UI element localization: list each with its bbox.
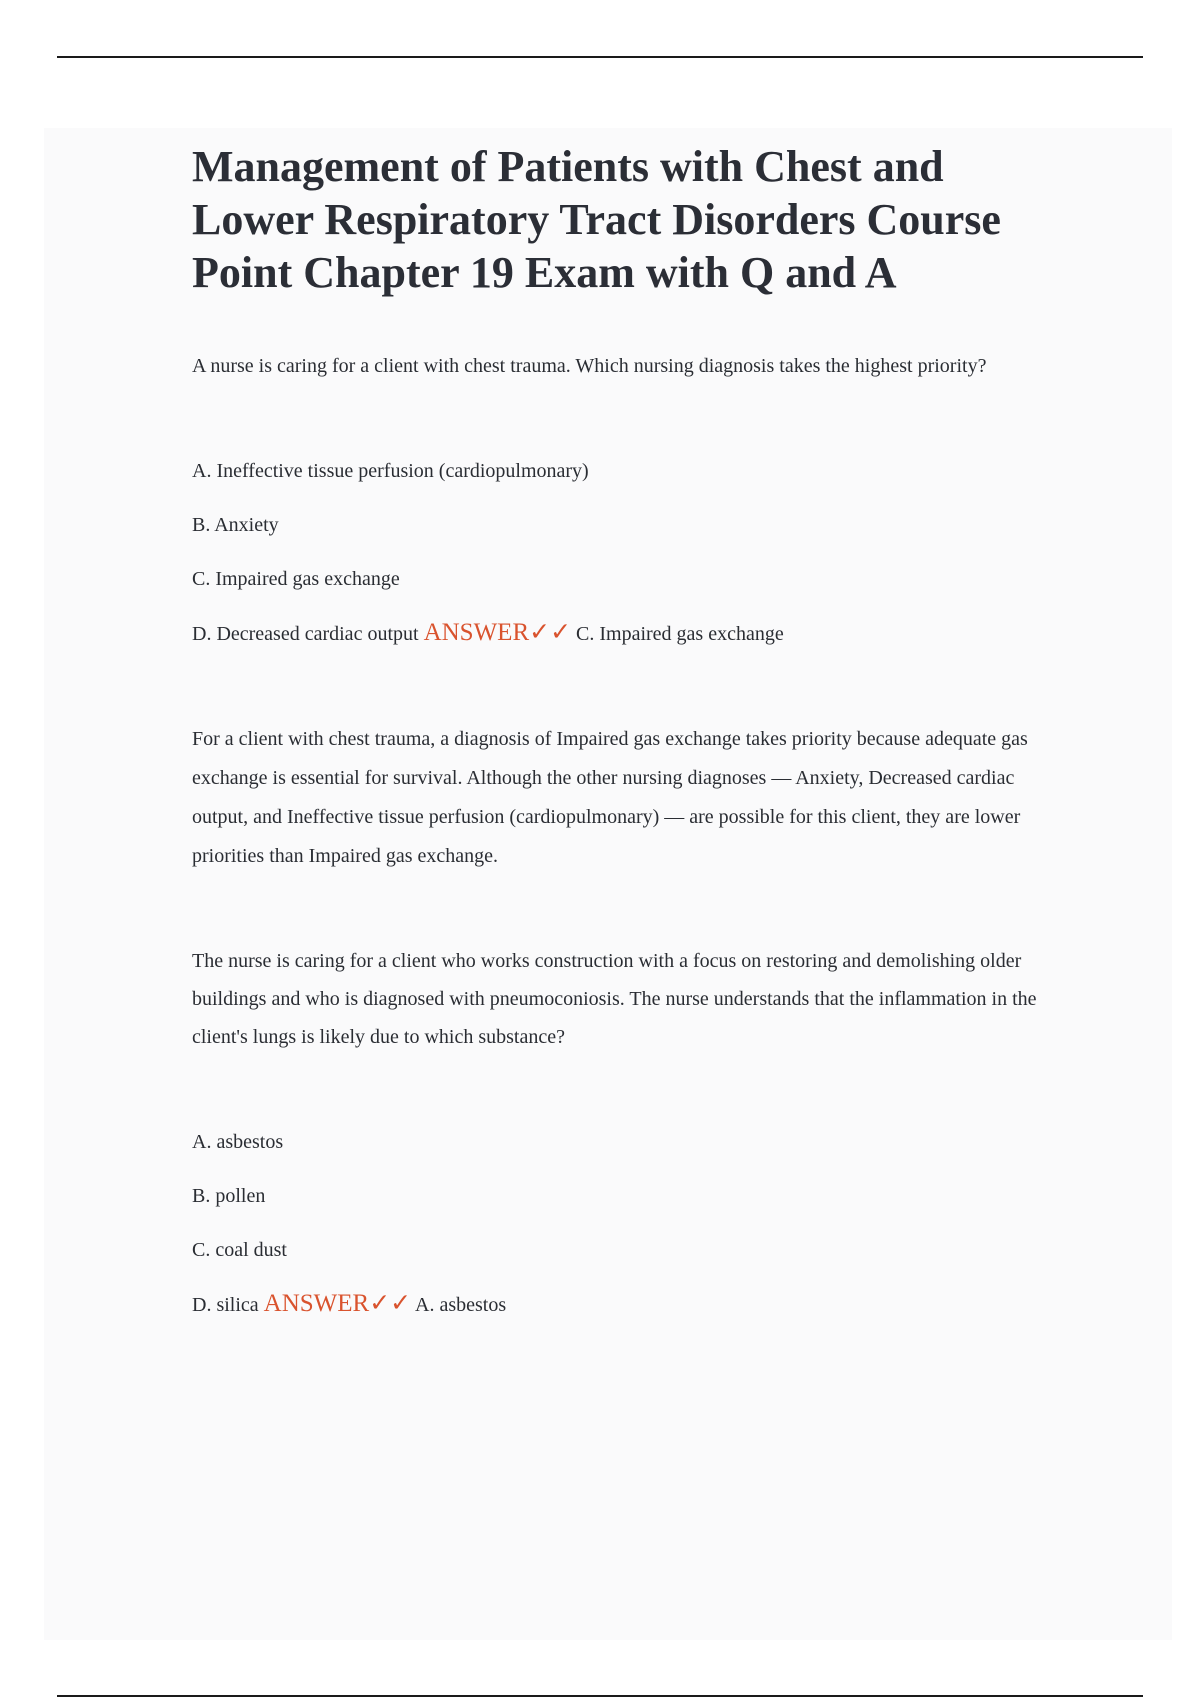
question-2-answer: A. asbestos <box>415 1294 507 1316</box>
question-1-explanation: For a client with chest trauma, a diagnosis of Impaired gas exchange takes priority because adequate gas exchange is essential for survival. Although the other nursing diagnoses — Anxiety, Decreased cardiac output, and Ineffective tissue perfusion (cardiopulmonary) — are possible for this client, they are lower priorities than Impaired gas exchange. <box>192 728 1028 867</box>
question-1-option-c: C. Impaired gas exchange <box>192 568 400 590</box>
bottom-divider <box>57 1695 1143 1697</box>
question-2-option-d-row <box>192 1290 1052 1319</box>
question-1-option-b: B. Anxiety <box>192 514 279 536</box>
question-1-option-d: D. Decreased cardiac output <box>192 623 419 645</box>
question-2-option-a: A. asbestos <box>192 1131 284 1153</box>
question-1-answer-label: ANSWER✓✓ <box>423 619 572 646</box>
question-2-option-d: D. silica <box>192 1294 259 1316</box>
question-1-option-a: A. Ineffective tissue perfusion (cardiopulmonary) <box>192 460 589 482</box>
document-content <box>192 140 1052 1319</box>
question-1-option-d-row <box>192 619 1052 648</box>
top-divider <box>57 56 1143 58</box>
question-2-option-b: B. pollen <box>192 1185 266 1207</box>
document-title: Management of Patients with Chest and Lower Respiratory Tract Disorders Course Point Chapter 19 Exam with Q and A <box>192 142 1001 297</box>
question-1-options <box>192 457 1052 648</box>
question-2-option-c: C. coal dust <box>192 1239 287 1261</box>
question-2-options <box>192 1128 1052 1319</box>
question-2-answer-label: ANSWER✓✓ <box>263 1290 412 1317</box>
question-2-prompt: The nurse is caring for a client who works construction with a focus on restoring and demolishing older buildings and who is diagnosed with pneumoconiosis. The nurse understands that the inflammation in the client's lungs is likely due to which substance? <box>192 950 1037 1048</box>
question-1-prompt: A nurse is caring for a client with chest trauma. Which nursing diagnosis takes the highest priority? <box>192 355 987 377</box>
question-1-answer: C. Impaired gas exchange <box>576 623 784 645</box>
